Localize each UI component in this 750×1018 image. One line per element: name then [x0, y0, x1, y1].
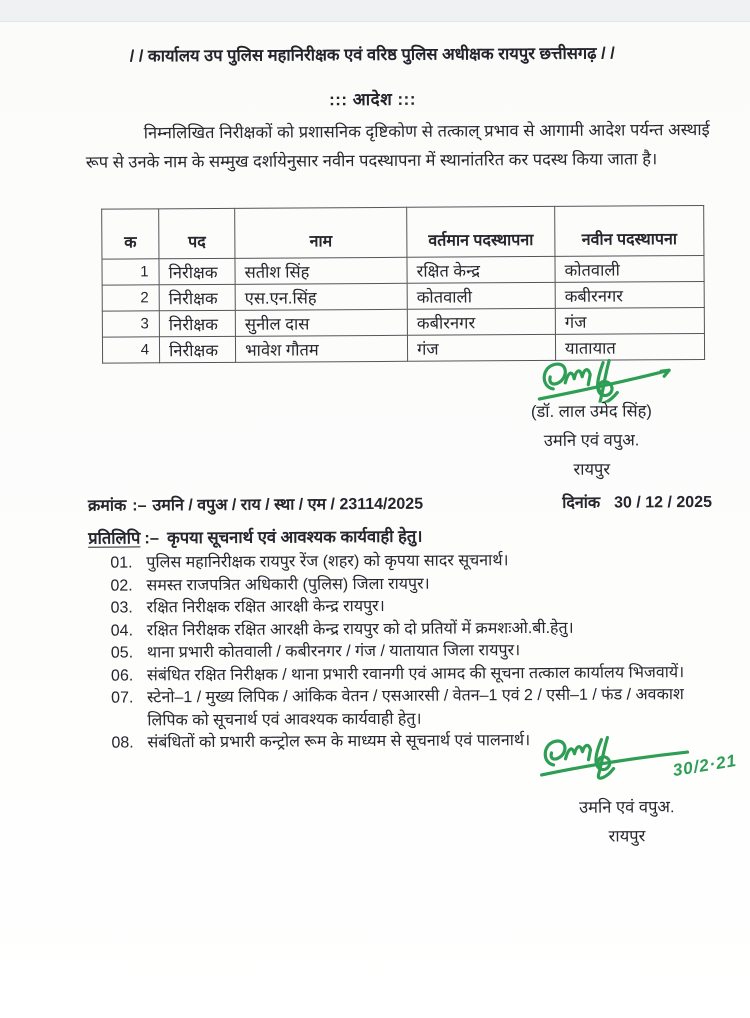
order-heading: ::: आदेश :::	[329, 89, 416, 110]
copy-item-text: पुलिस महानिरीक्षक रायपुर रेंज (शहर) को कृपया सादर सूचनार्थ।	[146, 552, 509, 572]
copy-item-number: 01.	[110, 554, 133, 572]
copy-item-number: 07.	[111, 689, 134, 707]
transfer-posting-table	[101, 205, 705, 364]
cell-current-posting: कबीरनगर	[407, 308, 555, 335]
cell-serial: 1	[102, 259, 159, 285]
copy-item-number: 08.	[111, 734, 134, 752]
copy-item-number: 04.	[110, 621, 134, 640]
copy-item-text: थाना प्रभारी कोतवाली / कबीरनगर / गंज / यातायात जिला रायपुर।	[146, 642, 521, 662]
copy-item-number: 03.	[110, 599, 133, 617]
cell-new-posting: कोतवाली	[555, 255, 704, 282]
header-serial: क	[102, 209, 159, 259]
copy-item-text: संबंधितों को प्रभारी कन्ट्रोल रूम के माध्यम से सूचनार्थ एवं पालनार्थ।	[147, 732, 531, 752]
cell-name: एस.एन.सिंह	[235, 283, 407, 310]
date-value: 30 / 12 / 2025	[614, 493, 713, 512]
signature-ink-scribble	[537, 356, 677, 403]
reference-number-label: क्रमांक	[87, 497, 127, 515]
copy-item-text: रक्षित निरीक्षक रक्षित आरक्षी केन्द्र रायपुर।	[146, 597, 385, 617]
reference-row	[88, 490, 712, 516]
cell-new-posting: कबीरनगर	[555, 281, 704, 308]
cell-current-posting: कोतवाली	[407, 282, 555, 309]
signatory-designation: उमनि एवं वपुअ.	[543, 431, 640, 450]
footer-signatory-block	[521, 734, 739, 847]
copies-heading-label: प्रतिलिपि	[88, 529, 141, 548]
cell-new-posting: गंज	[555, 307, 704, 334]
copy-item-number: 05.	[110, 644, 134, 662]
cell-name: सतीश सिंह	[235, 257, 407, 284]
header-new-posting: नवीन पदस्थापना	[555, 205, 704, 256]
copies-heading-sep: :–	[144, 529, 160, 548]
signature-ink-scribble	[539, 734, 689, 793]
table-header-row	[102, 205, 704, 259]
copy-item-number: 02.	[110, 576, 133, 595]
copy-list-item	[111, 684, 715, 733]
office-header-title: / / कार्यालय उप पुलिस महानिरीक्षक एवं वरिष्ठ पुलिस अधीक्षक रायपुर छत्तीसगढ़ / /	[129, 44, 615, 66]
header-current-posting: वर्तमान पदस्थापना	[407, 206, 555, 257]
cell-serial: 2	[102, 285, 159, 311]
copies-heading	[88, 522, 712, 549]
reference-number-value: उमनि / वपुअ / राय / स्था / एम / 23114/2025	[152, 495, 424, 515]
cell-name: सुनील दास	[235, 309, 407, 336]
cell-post: निरीक्षक	[159, 336, 235, 362]
footer-signature-art	[521, 734, 739, 793]
cell-new-posting: यातायात	[555, 333, 704, 360]
copy-item-text: समस्त राजपत्रित अधिकारी (पुलिस) जिला रायपुर।	[146, 575, 430, 594]
copy-item-text: रक्षित निरीक्षक रक्षित आरक्षी केन्द्र रायपुर को दो प्रतियों में क्रमशःओ.बी.हेतु।	[146, 619, 574, 639]
footer-signatory-place: रायपुर	[608, 827, 646, 846]
cell-current-posting: रक्षित केन्द्र	[407, 256, 555, 283]
reference-number-sep: :–	[132, 497, 147, 515]
table-row	[102, 307, 704, 337]
reference-date	[562, 490, 712, 513]
table-row	[102, 281, 704, 311]
reference-number	[88, 492, 423, 516]
signatory-block	[467, 356, 716, 481]
date-label: दिनांक	[562, 494, 601, 512]
copy-item-text: संबंधित रक्षित निरीक्षक / थाना प्रभारी रवानगी एवं आमद की सूचना तत्काल कार्यालय भिजवायें।	[146, 663, 685, 684]
signatory-place: रायपुर	[573, 460, 611, 479]
copy-item-text: स्टेनो–1 / मुख्य लिपिक / आंकिक वेतन / एसआरसी / वेतन–1 एवं 2 / एसी–1 / फंड / अवकाश लिपिक को सूचनार्थ एवं आवश्यक कार्यवाही हेतु।	[147, 686, 684, 729]
cell-post: निरीक्षक	[159, 284, 235, 310]
handwritten-date: 30/2·21	[671, 750, 739, 781]
cell-serial: 4	[102, 337, 159, 363]
header-name: नाम	[235, 207, 407, 258]
copy-item-number: 06.	[110, 666, 134, 685]
cell-name: भावेश गौतम	[235, 335, 407, 362]
cell-current-posting: गंज	[407, 334, 555, 361]
table-row	[102, 255, 704, 285]
header-post: पद	[159, 208, 235, 258]
copies-heading-text: कृपया सूचनार्थ एवं आवश्यक कार्यवाही हेतु।	[166, 527, 423, 548]
cell-post: निरीक्षक	[159, 258, 235, 284]
intro-paragraph: निम्नलिखित निरीक्षकों को प्रशासनिक दृष्टिकोण से तत्काल् प्रभाव से आगामी आदेश पर्यन्त अस्थाई रूप से उनके नाम के सम्मुख दर्शायेनुसार नवीन पदस्थापना में स्थानांतरित कर पदस्थ किया जाता है।	[85, 120, 710, 172]
copies-list	[110, 549, 715, 755]
cell-serial: 3	[102, 311, 159, 337]
cell-post: निरीक्षक	[159, 310, 235, 336]
signatory-name: (डॉ. लाल उमेद सिंह)	[530, 402, 652, 422]
footer-signatory-designation: उमनि एवं वपुअ.	[578, 798, 675, 817]
